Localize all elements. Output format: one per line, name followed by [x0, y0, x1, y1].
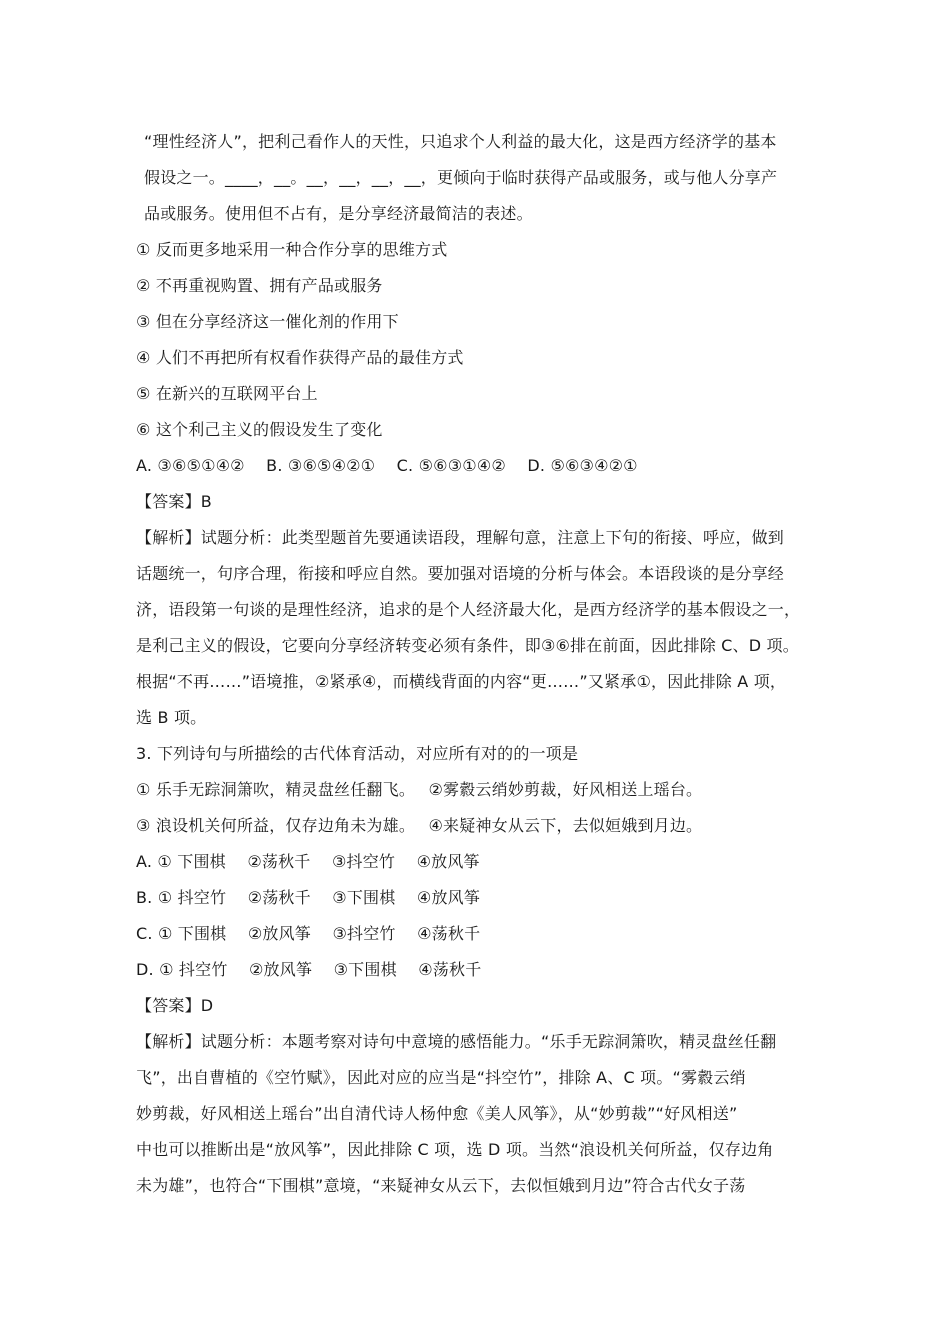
analysis-line: 中也可以推断出是“放风筝”，因此排除 C 项，选 D 项。当然“浪设机关何所益，仅存边角: [136, 1140, 774, 1159]
analysis-line: 【解析】试题分析：此类型题首先要通读语段，理解句意，注意上下句的衔接、呼应，做到: [136, 528, 785, 547]
question-2-options: A. ③⑥⑤①④② B. ③⑥⑤④②① C. ⑤⑥③①④② D. ⑤⑥③④②①: [136, 456, 638, 475]
document-body: [136, 124, 826, 1204]
option-b: B. ① 抖空竹 ②荡秋千 ③下围棋 ④放风筝: [136, 888, 481, 907]
question-3-title: 3. 下列诗句与所描绘的古代体育活动，对应所有对的的一项是: [136, 744, 579, 763]
sentence-item: ⑥ 这个利己主义的假设发生了变化: [136, 420, 383, 439]
analysis-line: 济，语段第一句谈的是理性经济，追求的是个人经济最大化，是西方经济学的基本假设之一，: [136, 600, 801, 619]
sentence-item: ⑤ 在新兴的互联网平台上: [136, 384, 318, 403]
question-2-stem: [136, 124, 826, 232]
analysis-line: 选 B 项。: [136, 708, 207, 727]
question-2-answer: 【答案】B: [136, 492, 212, 511]
option-d: D. ① 抖空竹 ②放风筝 ③下围棋 ④荡秋千: [136, 960, 482, 979]
option-a: A. ① 下围棋 ②荡秋千 ③抖空竹 ④放风筝: [136, 852, 480, 871]
question-3-poems: [136, 772, 826, 844]
sentence-item: ① 反而更多地采用一种合作分享的思维方式: [136, 240, 448, 259]
sentence-item: ④ 人们不再把所有权看作获得产品的最佳方式: [136, 348, 464, 367]
question-2-items: [136, 232, 826, 448]
analysis-line: 未为雄”，也符合“下围棋”意境，“来疑神女从云下，去似恒娥到月边”符合古代女子荡: [136, 1176, 746, 1195]
stem-line: 假设之一。____，__。__，__，__，__，更倾向于临时获得产品或服务，或与他人分享产: [144, 168, 778, 187]
analysis-line: 【解析】试题分析：本题考察对诗句中意境的感悟能力。“乐手无踪洞箫吹，精灵盘丝任翻: [136, 1032, 777, 1051]
analysis-line: 妙剪裁，好风相送上瑶台”出自清代诗人杨仲愈《美人风筝》，从“妙剪裁”“好风相送”: [136, 1104, 738, 1123]
poem-line: ③ 浪设机关何所益，仅存边角未为雄。 ④来疑神女从云下，去似姮娥到月边。: [136, 816, 703, 835]
analysis-line: 根据“不再……”语境推，②紧承④，而横线背面的内容“更……”又紧承①，因此排除 A 项，: [136, 672, 787, 691]
stem-line: 品或服务。使用但不占有，是分享经济最简洁的表述。: [144, 204, 533, 223]
analysis-line: 话题统一，句序合理，衔接和呼应自然。要加强对语境的分析与体会。本语段谈的是分享经: [136, 564, 785, 583]
stem-line: “理性经济人”，把利己看作人的天性，只追求个人利益的最大化，这是西方经济学的基本: [144, 132, 777, 151]
question-3-analysis: [136, 1024, 826, 1204]
question-3-options: [136, 844, 826, 988]
analysis-line: 是利己主义的假设，它要向分享经济转变必须有条件，即③⑥排在前面，因此排除 C、D 项。: [136, 636, 799, 655]
sentence-item: ② 不再重视购置、拥有产品或服务: [136, 276, 383, 295]
question-3-answer: 【答案】D: [136, 996, 214, 1015]
sentence-item: ③ 但在分享经济这一催化剂的作用下: [136, 312, 399, 331]
poem-line: ① 乐手无踪洞箫吹，精灵盘丝任翻飞。 ②雾縠云绡妙剪裁，好风相送上瑶台。: [136, 780, 703, 799]
question-2-analysis: [136, 520, 826, 736]
option-c: C. ① 下围棋 ②放风筝 ③抖空竹 ④荡秋千: [136, 924, 481, 943]
analysis-line: 飞”，出自曹植的《空竹赋》，因此对应的应当是“抖空竹”，排除 A、C 项。“雾縠云绡: [136, 1068, 746, 1087]
